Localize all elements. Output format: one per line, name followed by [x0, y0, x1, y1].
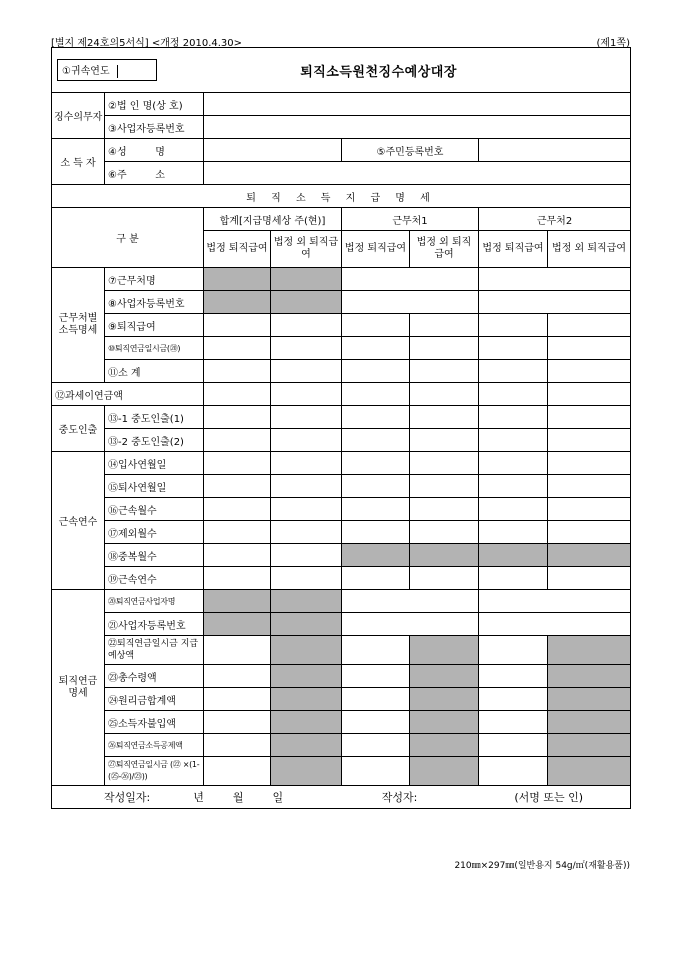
row-label: ⑯근속월수	[105, 498, 204, 521]
shaded-cell	[204, 613, 271, 636]
input-cell[interactable]	[479, 383, 548, 406]
shaded-cell	[204, 590, 271, 613]
shaded-cell	[271, 757, 342, 786]
input-cell[interactable]	[204, 475, 271, 498]
input-cell[interactable]	[410, 383, 479, 406]
row-label: ㉓총수령액	[105, 665, 204, 688]
input-cell[interactable]	[410, 452, 479, 475]
input-cell[interactable]	[342, 337, 410, 360]
category-header: 구 분	[52, 208, 204, 268]
input-cell[interactable]	[342, 314, 410, 337]
input-cell[interactable]	[479, 757, 548, 786]
input-cell[interactable]	[204, 383, 271, 406]
input-cell[interactable]	[342, 498, 410, 521]
nonstatutory-header: 법정 외 퇴직급여	[271, 231, 342, 268]
shaded-cell	[410, 688, 479, 711]
input-cell[interactable]	[342, 711, 410, 734]
input-cell[interactable]	[204, 734, 271, 757]
nonstatutory-header: 법정 외 퇴직급여	[410, 231, 479, 268]
earner-label: 소 득 자	[52, 139, 105, 185]
earner-name-field[interactable]	[204, 139, 342, 162]
shaded-cell	[410, 711, 479, 734]
input-cell[interactable]	[342, 429, 410, 452]
statutory-header: 법정 퇴직급여	[204, 231, 271, 268]
input-cell[interactable]	[410, 498, 479, 521]
shaded-cell	[548, 665, 631, 688]
input-cell[interactable]	[271, 383, 342, 406]
input-cell[interactable]	[204, 314, 271, 337]
shaded-cell	[548, 544, 631, 567]
input-cell[interactable]	[342, 291, 479, 314]
input-cell[interactable]	[410, 360, 479, 383]
total-column-header: 합계[지급명세상 주(현)]	[204, 208, 342, 231]
form-reference: [별지 제24호의5서식] <개정 2010.4.30>	[51, 38, 243, 49]
corp-name-field[interactable]	[204, 93, 631, 116]
input-cell[interactable]	[342, 613, 479, 636]
row-label: ⑮퇴사연월일	[105, 475, 204, 498]
author-field[interactable]	[382, 789, 583, 805]
input-cell[interactable]	[479, 291, 631, 314]
month-unit: 월	[232, 791, 244, 804]
input-cell[interactable]	[271, 452, 342, 475]
input-cell[interactable]	[342, 475, 410, 498]
nonstatutory-header: 법정 외 퇴직급여	[548, 231, 631, 268]
input-cell[interactable]	[204, 567, 271, 590]
input-cell[interactable]	[204, 665, 271, 688]
input-cell[interactable]	[479, 452, 548, 475]
input-cell[interactable]	[342, 406, 410, 429]
row-label: ㉗퇴직연금일시금 (㉒ ×(1-(㉕-㉖)/㉓))	[105, 757, 204, 786]
input-cell[interactable]	[271, 429, 342, 452]
row-label: ⑦근무처명	[105, 268, 204, 291]
input-cell[interactable]	[204, 636, 271, 665]
input-cell[interactable]	[271, 475, 342, 498]
row-label: ⑳퇴직연금사업자명	[105, 590, 204, 613]
input-cell[interactable]	[342, 383, 410, 406]
work-income-section: 근무처별 소득명세	[52, 268, 105, 383]
input-cell[interactable]	[548, 498, 631, 521]
input-cell[interactable]	[342, 757, 410, 786]
address-label: ⑥주 소	[105, 162, 204, 185]
resident-number-label: ⑤주민등록번호	[342, 139, 479, 162]
row-label: ⑧사업자등록번호	[105, 291, 204, 314]
corp-name-label: ②법 인 명(상 호)	[105, 93, 204, 116]
input-cell[interactable]	[271, 521, 342, 544]
input-cell[interactable]	[548, 429, 631, 452]
payer-label: 징수의무자	[52, 93, 105, 139]
row-label: ⑱중복월수	[105, 544, 204, 567]
interim-section: 중도인출	[52, 406, 105, 452]
shaded-cell	[271, 711, 342, 734]
input-cell[interactable]	[410, 429, 479, 452]
year-unit: 년	[193, 791, 204, 804]
signature-hint: (서명 또는 인)	[514, 791, 584, 804]
date-label: 작성일자:	[104, 791, 151, 804]
input-cell[interactable]	[342, 688, 410, 711]
input-cell[interactable]	[342, 665, 410, 688]
year-box	[57, 59, 157, 81]
shaded-cell	[410, 636, 479, 665]
row-label: ⑨퇴직급여	[105, 314, 204, 337]
row-label: ⑬-1 중도인출(1)	[105, 406, 204, 429]
input-cell[interactable]	[479, 590, 631, 613]
year-label: ①귀속연도	[62, 66, 110, 78]
statutory-header: 법정 퇴직급여	[342, 231, 410, 268]
shaded-cell	[410, 544, 479, 567]
input-cell[interactable]	[342, 452, 410, 475]
year-input[interactable]	[117, 65, 152, 78]
input-cell[interactable]	[204, 711, 271, 734]
input-cell[interactable]	[548, 452, 631, 475]
input-cell[interactable]	[342, 590, 479, 613]
input-cell[interactable]	[204, 452, 271, 475]
input-cell[interactable]	[204, 544, 271, 567]
input-cell[interactable]	[479, 711, 548, 734]
input-cell[interactable]	[204, 429, 271, 452]
input-cell[interactable]	[410, 521, 479, 544]
shaded-cell	[479, 544, 548, 567]
address-field[interactable]	[204, 162, 631, 185]
input-cell[interactable]	[479, 406, 548, 429]
shaded-cell	[204, 268, 271, 291]
shaded-cell	[548, 734, 631, 757]
shaded-cell	[342, 544, 410, 567]
input-cell[interactable]	[271, 360, 342, 383]
input-cell[interactable]	[271, 314, 342, 337]
input-cell[interactable]	[479, 636, 548, 665]
input-cell[interactable]	[410, 314, 479, 337]
page-number: (제1쪽)	[596, 38, 630, 49]
business-reg-label: ③사업자등록번호	[105, 116, 204, 139]
input-cell[interactable]	[479, 475, 548, 498]
shaded-cell	[271, 688, 342, 711]
input-cell[interactable]	[479, 734, 548, 757]
row-label: ⑰제외월수	[105, 521, 204, 544]
shaded-cell	[271, 636, 342, 665]
shaded-cell	[271, 268, 342, 291]
shaded-cell	[410, 757, 479, 786]
shaded-cell	[410, 665, 479, 688]
row-label: ㉔원리금합계액	[105, 688, 204, 711]
detail-section-title: 퇴 직 소 득 지 급 명 세	[52, 185, 631, 208]
row-label: ㉖퇴직연금소득공제액	[105, 734, 204, 757]
pension-detail-section: 퇴직연금 명세	[52, 590, 105, 786]
author-label: 작성자:	[381, 791, 418, 804]
input-cell[interactable]	[410, 475, 479, 498]
input-cell[interactable]	[204, 521, 271, 544]
input-cell[interactable]	[548, 337, 631, 360]
work2-column-header: 근무처2	[479, 208, 631, 231]
input-cell[interactable]	[271, 406, 342, 429]
input-cell[interactable]	[479, 337, 548, 360]
shaded-cell	[271, 590, 342, 613]
input-cell[interactable]	[479, 314, 548, 337]
work1-column-header: 근무처1	[342, 208, 479, 231]
input-cell[interactable]	[342, 521, 410, 544]
input-cell[interactable]	[342, 567, 410, 590]
input-cell[interactable]	[271, 544, 342, 567]
input-cell[interactable]	[410, 337, 479, 360]
row-label: ⑲근속연수	[105, 567, 204, 590]
shaded-cell	[271, 665, 342, 688]
row-label: ⑫과세이연금액	[52, 383, 204, 406]
row-label: ⑩퇴직연금일시금(⑳)	[105, 337, 204, 360]
input-cell[interactable]	[204, 757, 271, 786]
input-cell[interactable]	[271, 567, 342, 590]
resident-number-field[interactable]	[479, 139, 631, 162]
shaded-cell	[548, 757, 631, 786]
input-cell[interactable]	[548, 314, 631, 337]
row-label: ⑬-2 중도인출(2)	[105, 429, 204, 452]
shaded-cell	[271, 734, 342, 757]
input-cell[interactable]	[479, 268, 631, 291]
row-label: ⑪소 계	[105, 360, 204, 383]
input-cell[interactable]	[548, 521, 631, 544]
input-cell[interactable]	[204, 406, 271, 429]
input-cell[interactable]	[410, 567, 479, 590]
shaded-cell	[271, 291, 342, 314]
input-cell[interactable]	[548, 475, 631, 498]
input-cell[interactable]	[204, 498, 271, 521]
input-cell[interactable]	[271, 498, 342, 521]
shaded-cell	[271, 613, 342, 636]
input-cell[interactable]	[479, 665, 548, 688]
input-cell[interactable]	[479, 429, 548, 452]
input-cell[interactable]	[342, 360, 410, 383]
form-title: 퇴직소득원천징수예상대장	[300, 64, 457, 80]
shaded-cell	[548, 636, 631, 665]
row-label: ㉕소득자불입액	[105, 711, 204, 734]
input-cell[interactable]	[342, 734, 410, 757]
input-cell[interactable]	[271, 337, 342, 360]
row-label: ㉑사업자등록번호	[105, 613, 204, 636]
input-cell[interactable]	[548, 567, 631, 590]
input-cell[interactable]	[410, 406, 479, 429]
input-cell[interactable]	[479, 613, 631, 636]
statutory-header: 법정 퇴직급여	[479, 231, 548, 268]
row-label: ㉒퇴직연금일시금 지급예상액	[105, 636, 204, 665]
input-cell[interactable]	[479, 688, 548, 711]
input-cell[interactable]	[342, 636, 410, 665]
business-reg-field[interactable]	[204, 116, 631, 139]
input-cell[interactable]	[479, 360, 548, 383]
day-unit: 일	[272, 791, 284, 804]
earner-name-label: ④성 명	[105, 139, 204, 162]
input-cell[interactable]	[479, 498, 548, 521]
input-cell[interactable]	[548, 406, 631, 429]
paper-spec: 210㎜×297㎜(일반용지 54g/㎡(재활용품))	[454, 861, 630, 871]
date-field[interactable]	[104, 789, 283, 805]
input-cell[interactable]	[479, 567, 548, 590]
service-years-section: 근속연수	[52, 452, 105, 590]
shaded-cell	[548, 711, 631, 734]
input-cell[interactable]	[204, 360, 271, 383]
input-cell[interactable]	[204, 688, 271, 711]
shaded-cell	[548, 688, 631, 711]
input-cell[interactable]	[548, 360, 631, 383]
input-cell[interactable]	[479, 521, 548, 544]
input-cell[interactable]	[548, 383, 631, 406]
row-label: ⑭입사연월일	[105, 452, 204, 475]
shaded-cell	[204, 291, 271, 314]
withholding-ledger-form	[51, 47, 631, 809]
input-cell[interactable]	[204, 337, 271, 360]
input-cell[interactable]	[342, 268, 479, 291]
shaded-cell	[410, 734, 479, 757]
